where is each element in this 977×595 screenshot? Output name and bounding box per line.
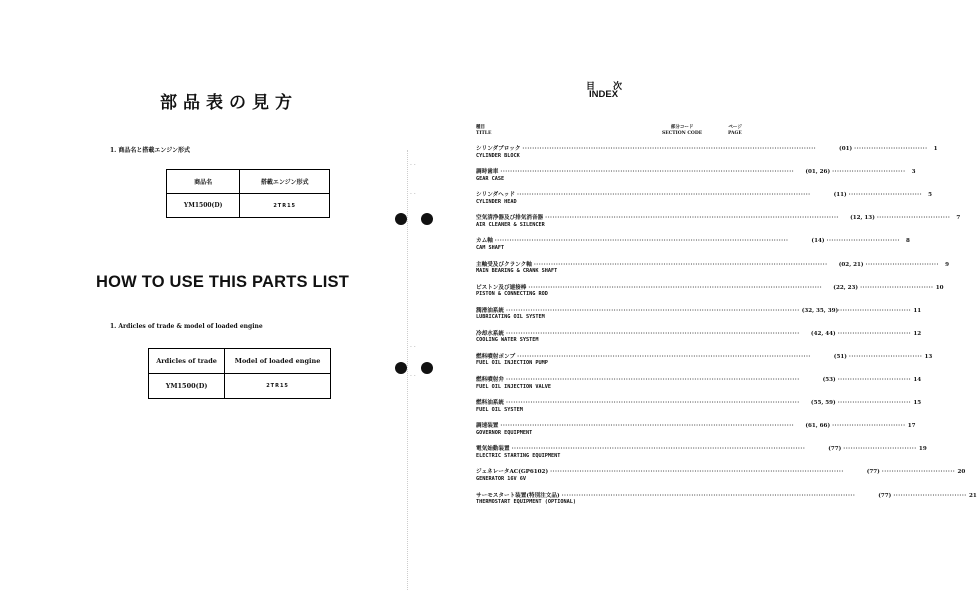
- entry-section-code: (01, 26): [805, 169, 831, 176]
- entry-section-code: (14): [811, 238, 825, 245]
- scan-mark: · ·: [410, 344, 416, 351]
- entry-section-code: (02, 21): [838, 261, 864, 268]
- en-table-cell-trade: YM1500(D): [149, 374, 225, 399]
- binder-hole: [421, 362, 433, 374]
- entry-page-number: 10: [935, 284, 944, 291]
- dot-leader: ······························: [865, 261, 939, 268]
- entry-section-code: (77): [828, 446, 842, 453]
- header-section-code: 部分コード SECTION CODE: [662, 125, 703, 136]
- entry-title-jp: 空気清浄器及び排気消音器: [476, 215, 544, 222]
- dot-leader: ························································································································: [561, 492, 856, 499]
- dot-leader: ························································································································: [500, 169, 795, 176]
- entry-title-jp: 燃料噴射弁: [476, 377, 504, 383]
- entry-page-number: 8: [906, 238, 910, 245]
- entry-section-code: (77): [866, 469, 880, 476]
- scan-mark: · ·: [410, 373, 416, 380]
- en-table-cell-engine: 2TR15: [225, 374, 331, 399]
- index-entry: [476, 377, 922, 390]
- jp-table-header-engine: 搭載エンジン形式: [240, 170, 330, 194]
- dot-leader: ························································································································: [522, 146, 817, 152]
- entry-title-en: LUBRICATING OIL SYSTEM: [476, 314, 545, 321]
- dot-leader: ························································································································: [500, 423, 795, 430]
- dot-leader: ······························: [837, 330, 912, 337]
- entry-page-number: 21: [968, 492, 977, 499]
- scan-mark: · ·: [410, 191, 416, 198]
- index-entry: [476, 307, 922, 321]
- binder-hole: [395, 213, 407, 225]
- entry-page-number: 5: [928, 192, 933, 199]
- dot-leader: ························································································································: [528, 284, 823, 291]
- dot-leader: ······························: [837, 307, 912, 314]
- entry-title-en: COOLING WATER SYSTEM: [476, 337, 539, 344]
- entry-page-number: 7: [956, 215, 961, 222]
- dot-leader: ························································································································: [516, 192, 811, 199]
- entry-section-code: (42, 44): [810, 330, 836, 337]
- entry-page-number: 15: [913, 400, 922, 407]
- entry-title-en: FUEL OIL SYSTEM: [476, 406, 523, 413]
- index-entry: [476, 353, 933, 367]
- gutter-line: [407, 150, 408, 590]
- dot-leader: ······························: [893, 492, 967, 499]
- index-entry: [476, 169, 916, 182]
- entry-title-en: CYLINDER HEAD: [476, 198, 517, 205]
- dot-leader: ······························: [876, 215, 951, 222]
- entry-page-number: 1: [933, 146, 938, 152]
- entry-section-code: (55, 59): [810, 400, 836, 407]
- index-entry: [476, 238, 910, 251]
- entry-title-en: GENERATOR 16V 6V: [476, 475, 526, 482]
- index-title-en: INDEX: [589, 89, 619, 100]
- index-entry: [476, 446, 927, 459]
- entry-title-jp: 燃料油系統: [476, 400, 504, 407]
- entry-title-en: GOVERNOR EQUIPMENT: [476, 429, 533, 436]
- en-engine-table: [148, 348, 331, 399]
- index-entry: [476, 284, 944, 298]
- entry-title-jp: ピストン及び連接棒: [476, 284, 527, 291]
- jp-engine-table: [166, 169, 330, 218]
- header-title: 種目 TITLE: [476, 125, 492, 136]
- entry-title-en: THERMOSTART EQUIPMENT (OPTIONAL): [476, 499, 576, 505]
- entry-title-jp: 電気始動装置: [476, 446, 510, 453]
- entry-title-jp: 潤滑油系統: [476, 307, 504, 314]
- entry-title-jp: ジェネレータAC(GP6102): [476, 469, 549, 476]
- entry-title-en: FUEL OIL INJECTION PUMP: [476, 360, 548, 367]
- dot-leader: ························································································································: [505, 307, 800, 314]
- entry-section-code: (32, 35, 39): [801, 307, 839, 314]
- index-entry: [476, 330, 922, 344]
- entry-title-jp: サーモスタート装置(特別注文品): [476, 492, 560, 499]
- entry-page-number: 11: [913, 307, 922, 314]
- entry-page-number: 14: [913, 377, 922, 383]
- dot-leader: ······························: [848, 192, 923, 199]
- entry-page-number: 12: [913, 330, 922, 337]
- en-page-title: HOW TO USE THIS PARTS LIST: [96, 273, 350, 291]
- entry-page-number: 13: [924, 353, 933, 360]
- binder-hole: [421, 213, 433, 225]
- jp-table-header-product: 商品名: [167, 170, 240, 194]
- dot-leader: ························································································································: [545, 215, 839, 222]
- index-entry: [476, 400, 922, 413]
- entry-page-number: 17: [907, 423, 916, 430]
- index-entry: [476, 215, 961, 228]
- dot-leader: ························································································································: [505, 377, 800, 383]
- index-entry: [476, 492, 977, 506]
- entry-title-jp: シリンダヘッド: [476, 192, 515, 199]
- jp-table-cell-engine: 2TR15: [240, 194, 330, 218]
- scan-mark: · ·: [410, 162, 416, 169]
- dot-leader: ······························: [832, 423, 906, 430]
- entry-section-code: (22, 23): [833, 284, 859, 291]
- dot-leader: ························································································································: [550, 469, 844, 476]
- entry-title-en: ELECTRIC STARTING EQUIPMENT: [476, 452, 561, 459]
- entry-title-en: PISTON & CONNECTING ROD: [476, 291, 548, 298]
- entry-title-en: AIR CLEANER & SILENCER: [476, 221, 545, 228]
- en-section-heading: 1. Ardicles of trade & model of loaded engine: [110, 323, 263, 330]
- dot-leader: ······························: [837, 377, 912, 383]
- dot-leader: ······························: [881, 469, 956, 476]
- dot-leader: ······························: [854, 146, 928, 152]
- dot-leader: ······························: [860, 284, 934, 291]
- entry-section-code: (51): [833, 353, 847, 360]
- jp-section-heading: 1. 商品名と搭載エンジン形式: [110, 147, 191, 154]
- entry-title-jp: シリンダブロック: [476, 146, 521, 152]
- jp-table-cell-product: YM1500(D): [167, 194, 240, 218]
- entry-title-en: GEAR CASE: [476, 175, 505, 182]
- index-entry: [476, 261, 949, 275]
- entry-title-en: CAM SHAFT: [476, 244, 505, 251]
- dot-leader: ························································································································: [511, 446, 806, 453]
- dot-leader: ······························: [848, 353, 923, 360]
- dot-leader: ························································································································: [533, 261, 828, 268]
- entry-section-code: (77): [878, 492, 892, 499]
- entry-page-number: 19: [918, 446, 927, 453]
- dot-leader: ························································································································: [494, 238, 789, 245]
- entry-title-jp: 主軸受及びクランク軸: [476, 261, 532, 268]
- entry-title-jp: 調速装置: [476, 423, 499, 430]
- index-entry: [476, 469, 966, 482]
- entry-title-en: CYLINDER BLOCK: [476, 152, 520, 159]
- entry-title-jp: 調時歯車: [476, 169, 499, 176]
- index-title-jp: 目次: [586, 82, 641, 92]
- entry-page-number: 9: [945, 261, 949, 268]
- index-entry: [476, 146, 938, 159]
- index-entry: [476, 423, 916, 436]
- entry-page-number: 3: [911, 169, 916, 176]
- dot-leader: ························································································································: [505, 330, 800, 337]
- header-page: ページ PAGE: [728, 125, 742, 136]
- dot-leader: ························································································································: [505, 400, 800, 407]
- en-table-header-engine: Model of loaded engine: [225, 349, 331, 374]
- dot-leader: ······························: [826, 238, 900, 245]
- entry-section-code: (61, 66): [805, 423, 831, 430]
- dot-leader: ························································································································: [517, 353, 811, 360]
- entry-page-number: 20: [957, 469, 966, 476]
- entry-section-code: (53): [822, 377, 836, 383]
- entry-title-en: FUEL OIL INJECTION VALVE: [476, 383, 551, 390]
- jp-page-title: 部品表の見方: [160, 93, 298, 113]
- entry-section-code: (12, 13): [850, 215, 875, 222]
- entry-title-jp: カム軸: [476, 238, 493, 245]
- dot-leader: ······························: [832, 169, 906, 176]
- dot-leader: ······························: [843, 446, 917, 453]
- entry-section-code: (11): [833, 192, 847, 199]
- entry-section-code: (01): [839, 146, 853, 152]
- en-table-header-trade: Ardicles of trade: [149, 349, 225, 374]
- entry-title-jp: 冷却水系統: [476, 330, 504, 337]
- entry-title-jp: 燃料噴射ポンプ: [476, 353, 516, 360]
- index-entry: [476, 192, 933, 205]
- dot-leader: ······························: [837, 400, 912, 407]
- binder-hole: [395, 362, 407, 374]
- entry-title-en: MAIN BEARING & CRANK SHAFT: [476, 268, 558, 274]
